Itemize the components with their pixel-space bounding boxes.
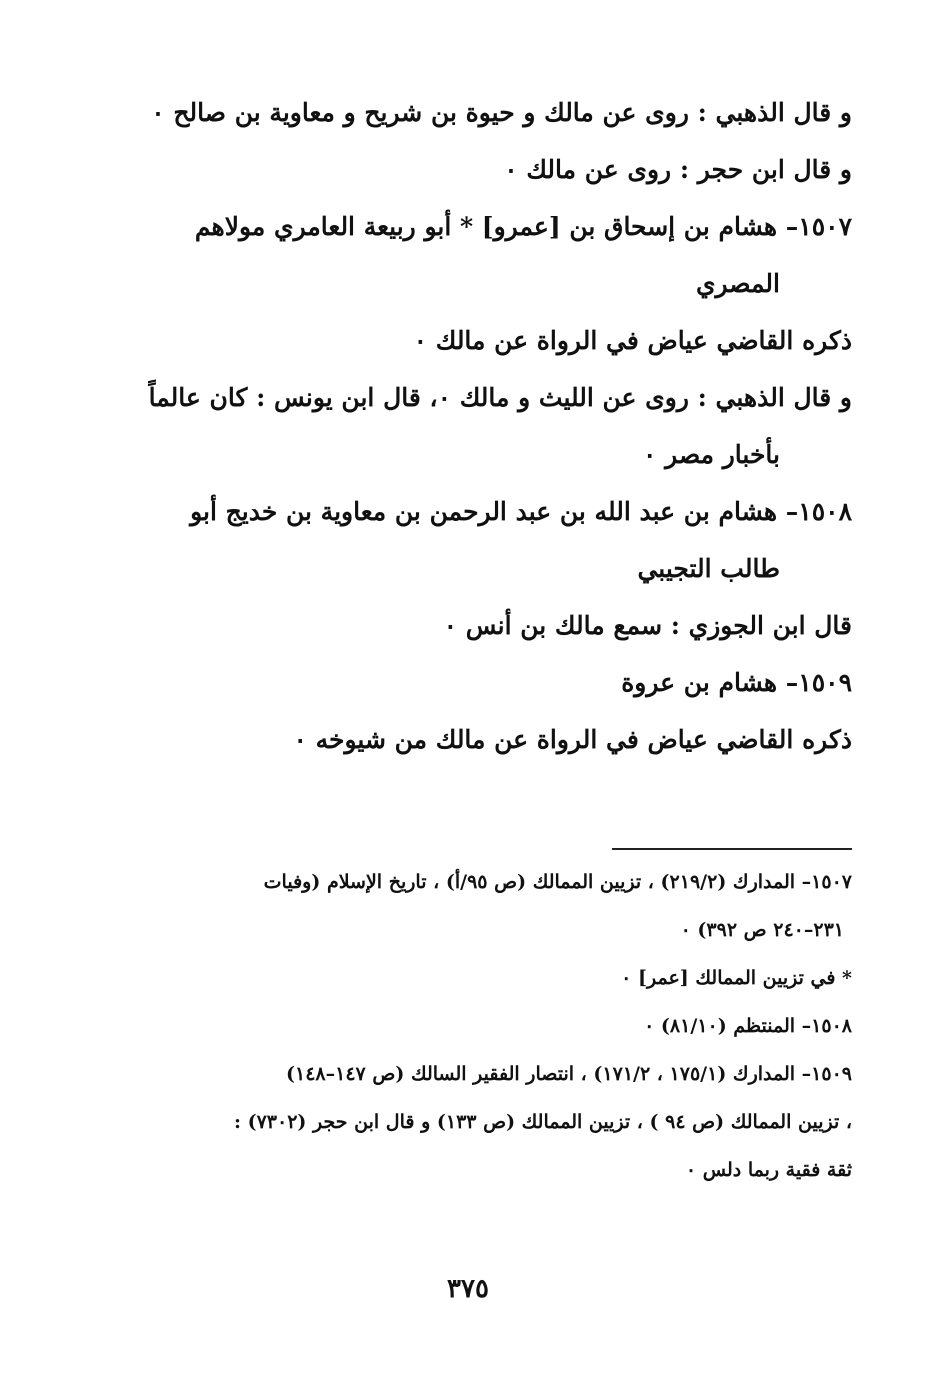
footnote-line: ٢٣١–٢٤٠ ص ٣٩٢) ٠	[680, 919, 844, 941]
text-line-continuation: بأخبار مصر ٠	[643, 440, 780, 469]
footnote-line: ثقة فقية ربما دلس ٠	[685, 1159, 852, 1181]
text-line: قال ابن الجوزي : سمع مالك بن أنس ٠	[443, 611, 852, 640]
entry-heading-continuation: المصري	[695, 269, 780, 298]
footnote-line: ١٥٠٨– المنتظم (٨١/١٠) ٠	[644, 1015, 852, 1037]
entry-heading-1509: ١٥٠٩– هشام بن عروة	[621, 668, 852, 697]
main-text-block	[100, 84, 852, 768]
footnote-line: * في تزيين الممالك [عمر] ٠	[621, 967, 852, 989]
text-line: ذكره القاضي عياض في الرواة عن مالك ٠	[413, 326, 852, 355]
text-line: و قال الذهبي : روى عن الليث و مالك ٠، قال ابن يونس : كان عالماً	[148, 383, 852, 412]
entry-heading-1507: ١٥٠٧– هشام بن إسحاق بن [عمرو] * أبو ربيعة العامري مولاهم	[194, 212, 852, 241]
footnote-line: ، تزيين الممالك (ص ٩٤ ) ، تزيين الممالك (ص ١٣٣) و قال ابن حجر (٧٣٠٢) :	[233, 1111, 852, 1133]
footnote-line: ١٥٠٩– المدارك (١٧٥/١ ، ١٧١/٢) ، انتصار الفقير السالك (ص ١٤٧–١٤٨)	[286, 1063, 852, 1085]
footnotes-block	[100, 858, 852, 1194]
page-number: ٣٧٥	[447, 1274, 489, 1304]
entry-heading-continuation: طالب التجيبي	[637, 554, 780, 583]
text-line: و قال ابن حجر : روى عن مالك ٠	[504, 155, 852, 184]
text-line: ذكره القاضي عياض في الرواة عن مالك من شيوخه ٠	[293, 725, 852, 754]
footnote-divider	[612, 848, 852, 850]
entry-heading-1508: ١٥٠٨– هشام بن عبد الله بن عبد الرحمن بن معاوية بن خديج أبو	[190, 497, 852, 526]
text-line: و قال الذهبي : روى عن مالك و حيوة بن شريح و معاوية بن صالح ٠	[151, 98, 852, 127]
footnote-line: ١٥٠٧– المدارك (٢١٩/٢) ، تزيين الممالك (ص ٩٥/أ) ، تاريخ الإسلام (وفيات	[263, 871, 852, 893]
